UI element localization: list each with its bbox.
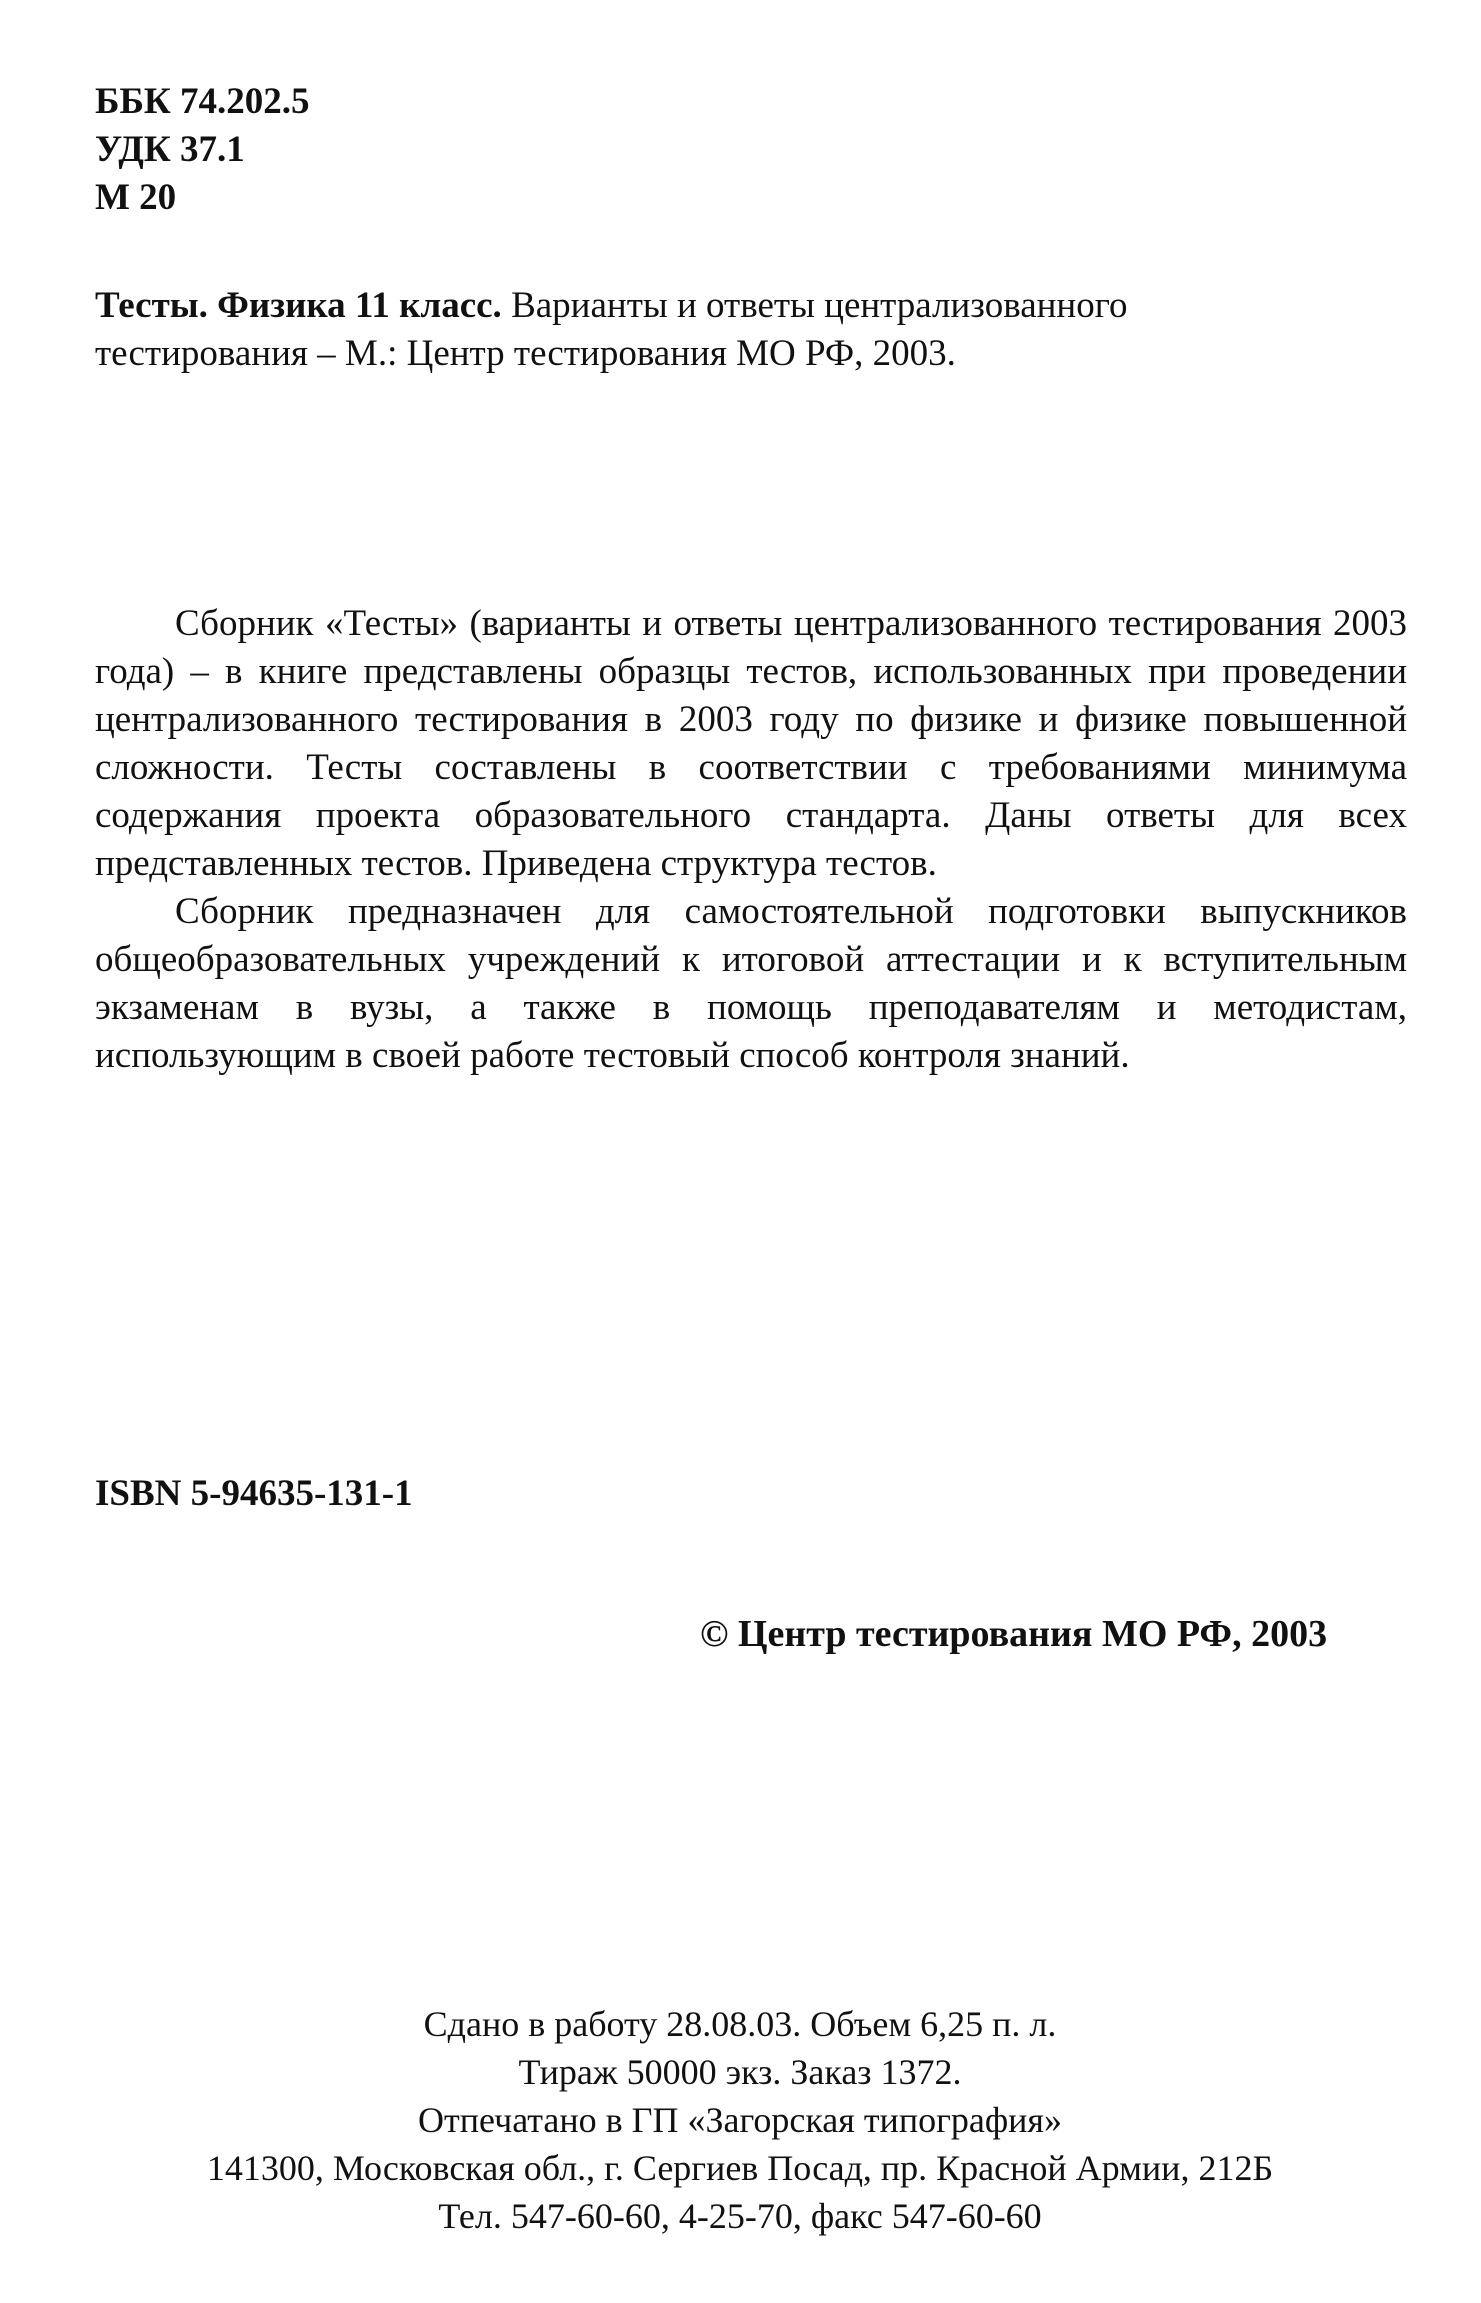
imprint-line-5: Тел. 547-60-60, 4-25-70, факс 547-60-60 [438, 2196, 1042, 2236]
copyright-notice: © Центр тестирования МО РФ, 2003 [700, 1613, 1328, 1655]
bbk-code: ББК 74.202.5 [95, 81, 310, 122]
isbn: ISBN 5-94635-131-1 [95, 1473, 413, 1514]
udk-code: УДК 37.1 [95, 129, 245, 170]
biblio-line-1 [95, 282, 1395, 330]
abstract [95, 600, 1407, 1080]
abstract-paragraph-2: Сборник предназначен для самостоятельной подготовки выпускников общеобразовательных учреждений к итоговой аттестации и к вступительным экзаменам в вузы, а также в помощь преподавателям и методистам, использующим в своей работе тестовый способ контроля знаний. [95, 891, 1407, 1076]
classification-codes [95, 78, 310, 222]
print-imprint [95, 2000, 1385, 2240]
biblio-line-2: тестирования – М.: Центр тестирования МО РФ, 2003. [95, 333, 956, 374]
imprint-line-4: 141300, Московская обл., г. Сергиев Посад, пр. Красной Армии, 212Б [206, 2148, 1274, 2188]
imprint-line-2: Тираж 50000 экз. Заказ 1372. [518, 2052, 962, 2092]
abstract-paragraph-1: Сборник «Тесты» (варианты и ответы централизованного тестирования 2003 года) – в книге представлены образцы тестов, использованных при проведении централизованного тестирования в 2003 году по физике и физике повышенной сложности. Тесты составлены в соответствии с требованиями минимума содержания проекта образовательного стандарта. Даны ответы для всех представленных тестов. Приведена структура тестов. [95, 603, 1407, 884]
author-mark: М 20 [95, 177, 177, 218]
bibliographic-description [95, 282, 1395, 378]
book-subtitle: Варианты и ответы централизованного [501, 285, 1128, 326]
imprint-line-3: Отпечатано в ГП «Загорская типография» [418, 2100, 1062, 2140]
imprint-line-1: Сдано в работу 28.08.03. Объем 6,25 п. л. [423, 2004, 1057, 2044]
book-title: Тесты. Физика 11 класс. [95, 285, 502, 326]
